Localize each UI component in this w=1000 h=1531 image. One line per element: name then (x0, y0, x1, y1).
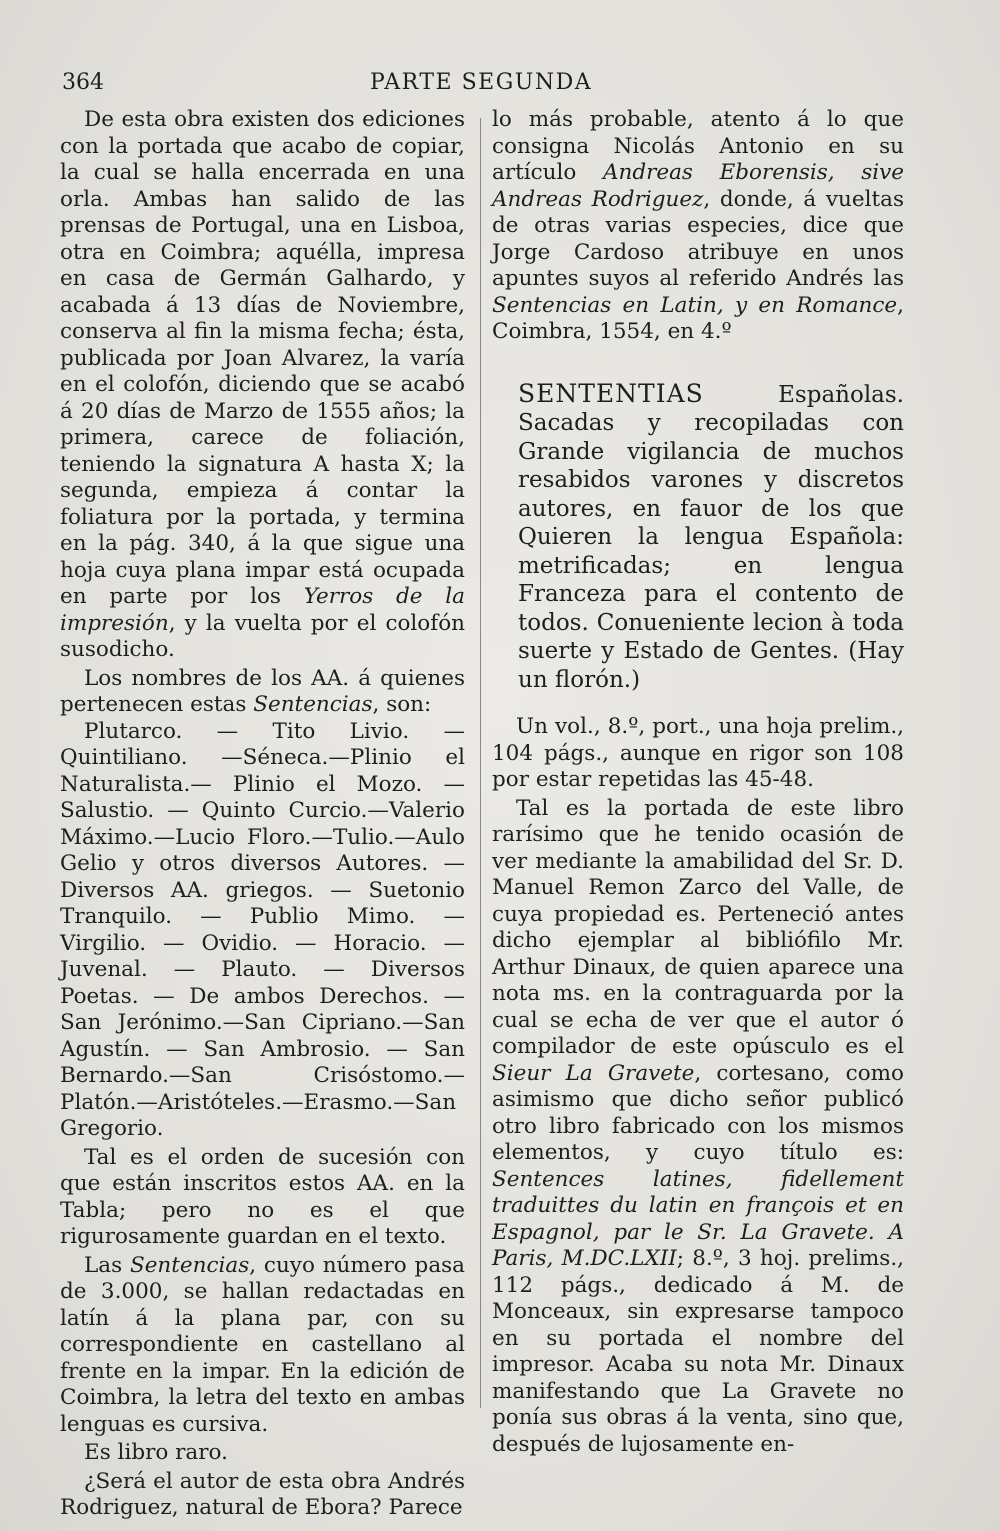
italic-title: Sentencias (253, 692, 373, 717)
italic-title: Yerros de la impresión (60, 584, 465, 636)
italic-title: Sentencias en Latin, y en Romance (492, 292, 898, 318)
paragraph-provenance: Tal es la portada de este libro rarísimo que he tenido ocasión de ver mediante la amabilidad del Sr. D. Manuel Remon Zarco del Valle, de cuya propiedad es. Perteneció antes dicho ejemplar al bibliófilo Mr. Arthur Dinaux, de quien aparece una nota ms. en la contraguarda por la cual se echa de ver que el autor ó compilador de este opúsculo es el Sieur La Gravete, cortesano, como asimismo que dicho señor publicó otro libro fabricado con los mismos elementos, y cuyo título es: Sentences latines, fidellement traduittes du latin en françois et en Espagnol, par le Sr. La Gravete. A Paris, M.DC.LXII; 8.º, 3 hoj. prelims., 112 págs., dedicado á M. de Monceaux, sin expresarse tampoco en su portada el nombre del impresor. Acaba su nota Mr. Dinaux manifestando que La Gravete no ponía sus obras á la venta, sino que, después de lujosamente en- (492, 795, 904, 1457)
italic-title: Sieur La Gravete (492, 1060, 695, 1086)
bibliographic-entry-title (492, 380, 904, 695)
column-divider (480, 118, 481, 1408)
italic-title: Sentencias (129, 1252, 250, 1278)
italic-title: Sentences latines, fidellement traduittes du latin en françois et en Espagnol, par le Sr. La Gravete. A Paris, M.DC.LXII (492, 1166, 904, 1271)
paragraph-continuation: lo más probable, atento á lo que consigna Nicolás Antonio en su artículo Andreas Eborensis, sive Andreas Rodriguez, donde, á vueltas de otras varias especies, dice que Jorge Cardoso atribuye en unos apuntes suyos al referido Andrés las Sentencias en Latin, y en Romance, Coimbra, 1554, en 4.º (492, 107, 904, 344)
paragraph-author-list: Plutarco. — Tito Livio. — Quintiliano. —Séneca.—Plinio el Naturalista.— Plinio el Mozo. — Salustio. — Quinto Curcio.—Valerio Máximo.—Lucio Floro.—Tulio.—Aulo Gelio y otros diversos Autores. — Diversos AA. griegos. — Suetonio Tranquilo. — Publio Mimo. — Virgilio. — Ovidio. — Horacio. — Juvenal. — Plauto. — Diversos Poetas. — De ambos Derechos. — San Jerónimo.—San Cipriano.—San Agustín. — San Ambrosio. — San Bernardo.—San Crisóstomo.—Platón.—Aristóteles.—Erasmo.—San Gregorio. (60, 718, 465, 1141)
entry-title-caps: SENTENTIAS (518, 378, 704, 408)
paragraph-rare: Es libro raro. (84, 1440, 228, 1465)
running-head: PARTE SEGUNDA (370, 70, 593, 95)
paragraph-description: Un vol., 8.º, port., una hoja prelim., 104 págs., aunque en rigor son 108 por estar repetidas las 45-48. (492, 714, 904, 792)
paragraph-sentences: Las Sentencias, cuyo número pasa de 3.000, se hallan redactadas en latín á la plana par, con su correspondiente en castellano al frente en la impar. En la edición de Coimbra, la letra del texto en ambas lenguas es cursiva. (60, 1252, 465, 1437)
entry-title-smallcaps: Españolas. (778, 381, 904, 408)
left-column (60, 107, 465, 1522)
page-header (62, 70, 962, 102)
paragraph-editions: De esta obra existen dos ediciones con la portada que acabo de copiar, la cual se halla encerrada en una orla. Ambas han salido de las prensas de Portugal, una en Lisboa, otra en Coimbra; aquélla, impresa en casa de Germán Galhardo, y acabada á 13 días de Noviembre, conserva al fin la misma fecha; ésta, publicada por Joan Alvarez, la varía en el colofón, diciendo que se acabó á 20 días de Marzo de 1555 años; la primera, carece de foliación, teniendo la signatura A hasta X; la segunda, empieza á contar la foliatura por la portada, y termina en la pág. 340, á la que sigue una hoja cuya plana impar está ocupada en parte por los Yerros de la impresión, y la vuelta por el colofón susodicho. (60, 107, 465, 662)
paragraph-author-question: ¿Será el autor de esta obra Andrés Rodriguez, natural de Ebora? Parece (60, 1468, 465, 1520)
paragraph-authors-intro: Los nombres de los AA. á quienes pertenecen estas Sentencias, son: (60, 665, 465, 717)
right-column (492, 107, 904, 1458)
paragraph-order: Tal es el orden de sucesión con que están inscritos estos AA. en la Tabla; pero no es el que rigurosamente guardan en el texto. (60, 1144, 465, 1249)
entry-title-rest: Sacadas y recopiladas con Grande vigilancia de muchos resabidos varones y discretos autores, en fauor de los que Quieren la lengua Española: metrificadas; en lengua Franceza para el contento de todos. Conueniente lecion à toda suerte y Estado de Gentes. (Hay un florón.) (518, 410, 904, 693)
italic-title: Andreas Eborensis, sive Andreas Rodriguez (492, 160, 904, 212)
page-number: 364 (62, 70, 104, 95)
